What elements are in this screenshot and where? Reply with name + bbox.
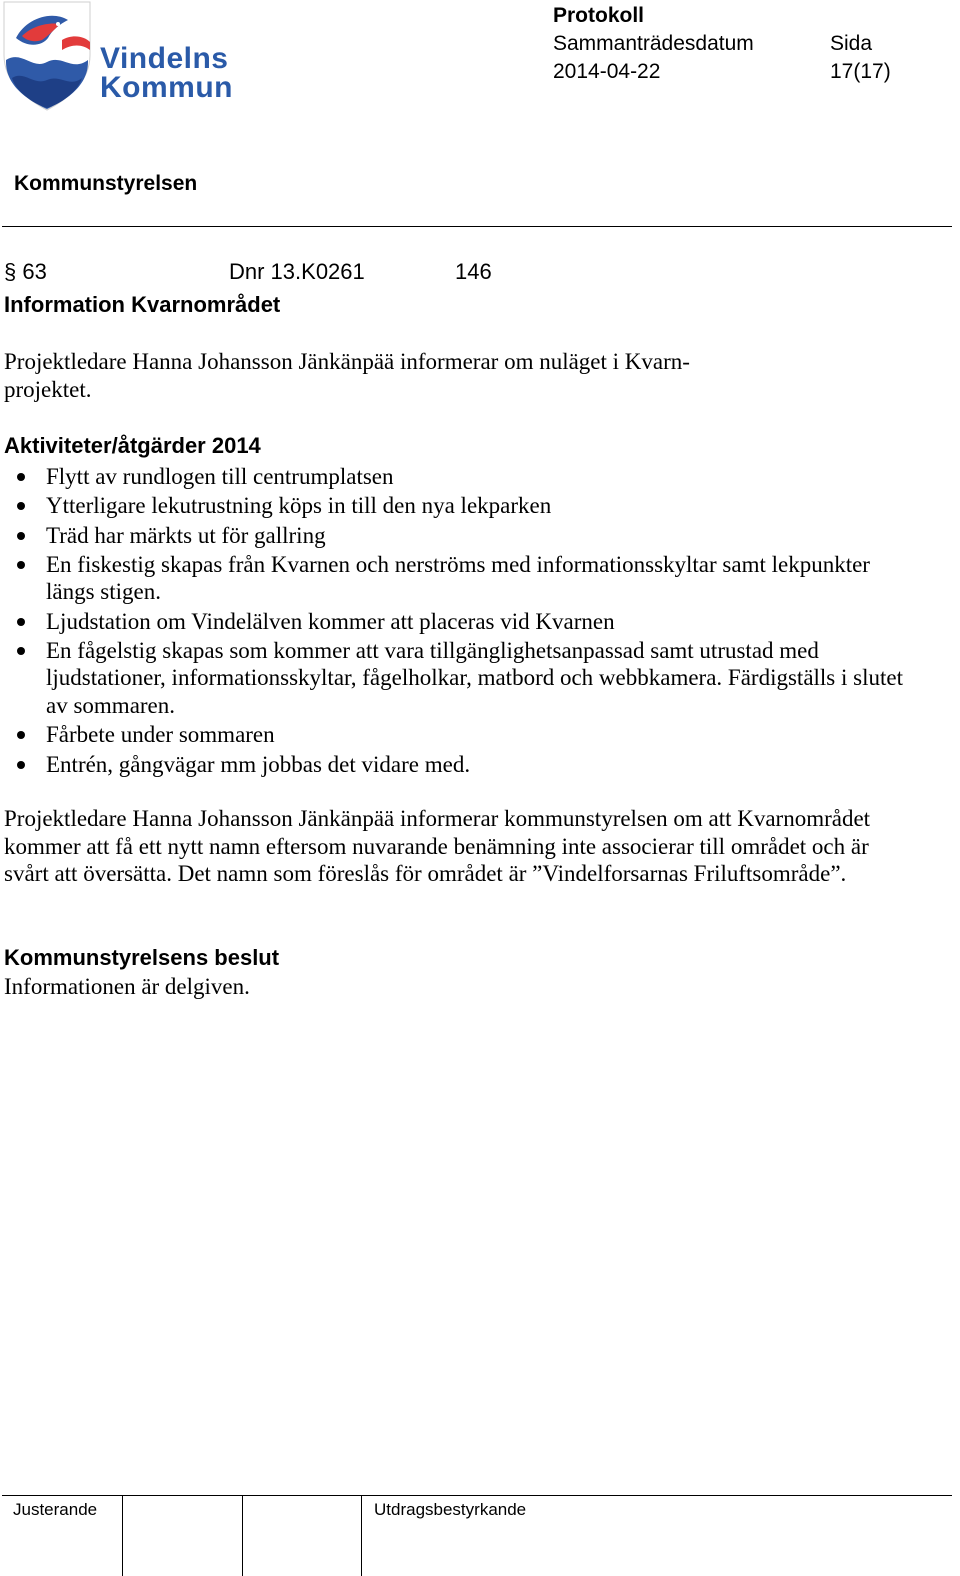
logo-line2: Kommun (100, 71, 233, 104)
decision-heading: Kommunstyrelsens beslut (4, 945, 280, 970)
bullet-icon (17, 473, 25, 481)
list-item-text: En fågelstig skapas som kommer att vara tillgänglighetsanpassad samt utrustad med ljudstationer, informationsskyltar, fågelholkar, matbord och webbkamera. Färdigställs i slutet av sommaren. (46, 637, 903, 718)
meeting-date-label: Sammanträdesdatum (553, 32, 754, 55)
footer-divider (2, 1495, 952, 1496)
list-item-text: Ytterligare lekutrustning köps in till den nya lekparken (46, 493, 552, 519)
list-item (0, 751, 920, 779)
list-item (0, 522, 920, 550)
bullet-icon (17, 561, 25, 569)
footer-cell-divider (242, 1496, 243, 1576)
list-item (0, 492, 920, 520)
board-name: Kommunstyrelsen (14, 172, 198, 195)
activities-list (0, 463, 920, 780)
footer-cell-divider (361, 1496, 362, 1576)
page-number: 17(17) (830, 60, 891, 83)
activities-heading: Aktiviteter/åtgärder 2014 (4, 433, 261, 458)
list-item (0, 551, 920, 606)
bullet-icon (17, 731, 25, 739)
intro-paragraph: Projektledare Hanna Johansson Jänkänpää informerar om nuläget i Kvarn- projektet. (4, 349, 690, 402)
list-item-text: Entrén, gångvägar mm jobbas det vidare med. (46, 751, 471, 777)
section-title: Information Kvarnområdet (4, 292, 281, 317)
logo-wordmark (100, 44, 233, 102)
bullet-icon (17, 618, 25, 626)
list-item-text: Ljudstation om Vindelälven kommer att placeras vid Kvarnen (46, 608, 615, 634)
list-item (0, 721, 920, 749)
list-item-text: Träd har märkts ut för gallring (46, 522, 326, 548)
list-item-text: Fårbete under sommaren (46, 722, 275, 748)
naming-paragraph: Projektledare Hanna Johansson Jänkänpää informerar kommunstyrelsen om att Kvarnområdet kommer att få ett nytt namn eftersom nuvarande benämning inte associerar till området och är svårt att översätta. Det namn som föreslås för området är ”Vindelforsarnas Friluftsområde”. (4, 806, 871, 886)
section-ref: 146 (455, 259, 492, 284)
list-item (0, 637, 920, 720)
section-dnr: Dnr 13.K0261 (229, 259, 365, 284)
list-item-text: En fiskestig skapas från Kvarnen och nerströms med informationsskyltar samt lekpunkter längs stigen. (46, 551, 870, 605)
bullet-icon (17, 532, 25, 540)
section-number: § 63 (4, 259, 47, 284)
footer-cell-divider (122, 1496, 123, 1576)
decision-text: Informationen är delgiven. (4, 974, 250, 999)
justerande-label: Justerande (13, 1500, 98, 1519)
list-item-text: Flytt av rundlogen till centrumplatsen (46, 464, 394, 489)
bullet-icon (17, 761, 25, 769)
header-divider (2, 226, 952, 227)
crest-icon (2, 0, 102, 112)
utdragsbestyrkande-label: Utdragsbestyrkande (374, 1500, 527, 1519)
document-type: Protokoll (553, 4, 645, 27)
bullet-icon (17, 647, 25, 655)
bullet-icon (17, 502, 25, 510)
meeting-date: 2014-04-22 (553, 60, 661, 83)
list-item (0, 608, 920, 636)
list-item (0, 463, 920, 491)
logo-line1: Vindelns (100, 42, 229, 75)
page-label: Sida (830, 32, 873, 55)
